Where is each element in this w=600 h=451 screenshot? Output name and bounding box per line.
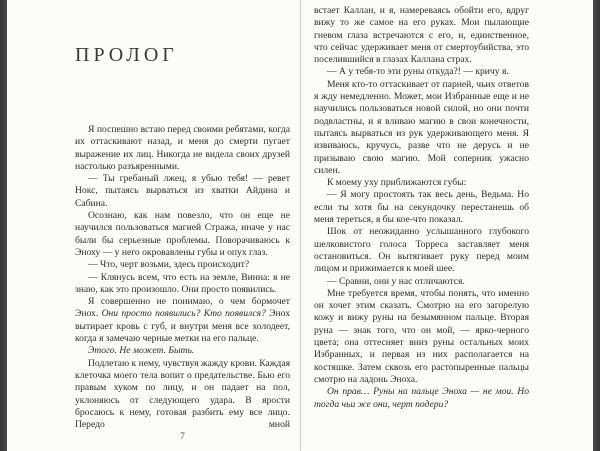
page-spine-divider	[300, 0, 301, 451]
paragraph-dialogue: — А у тебя-то эти руны откуда?! — кричу я.	[327, 66, 509, 78]
paragraph	[75, 296, 290, 345]
left-page-text-column	[75, 124, 290, 431]
paragraph-dialogue: — Что, черт возьми, здесь происходит?	[88, 259, 250, 271]
paragraph-continuation: встает Каллан, и я, намереваясь обойти его, вдруг вижу то же самое на его руках. Мои пылающие гневом глаза встречаются с его, и, единственное, что сейчас удерживает меня от смертоубийства, это поселившийся в глазах Каллана страх.	[314, 5, 529, 66]
paragraph-dialogue: — Я могу простоять так весь день, Ведьма. Но если ты хотя бы на секундочку перестанешь об меня тереться, я бы кое-что показал.	[314, 189, 529, 226]
paragraph-emphasis: Он прав… Руны на пальце Эноха — не мои. Но тогда чьи же они, черт подери?	[314, 386, 529, 410]
paragraph-dialogue: — Клянусь всем, что есть на земле, Винна: я не знаю, как это произошло. Они просто появились.	[75, 271, 290, 295]
paragraph: Меня кто-то оттаскивает от парней, чьих ответов я жду немедленно. Может, мои Избранные еще и не научились пользоваться новой силой, но они почти подвластны, и я вливаю магию в свои конечности, пытаясь вырваться из рук удерживающего меня. Я извиваюсь, кручусь, разве что не дерусь и не призываю свою магию. Мой соперник ужасно силен.	[314, 78, 529, 176]
screen-edge-left	[0, 0, 7, 451]
paragraph: Мне требуется время, чтобы понять, что именно он хочет этим сказать. Смотрю на его загорелую кожу и вижу руны на безымянном пальце. Вторая руна — знак того, что он мой, — ярко-черного цвета; она оттесняет вниз руны остальных моих Избранных, и первая из них располагается на костяшке. Затем сквозь его растопыренные пальцы смотрю на ладонь Эноха.	[314, 287, 529, 385]
paragraph-emphasis: Этого. Не может. Быть.	[88, 345, 195, 357]
right-page[interactable]	[301, 0, 593, 451]
chapter-title: ПРОЛОГ	[75, 44, 178, 66]
right-page-text-column	[314, 5, 529, 411]
paragraph: К моему уху приближаются губы:	[327, 177, 467, 189]
text-segment: Я совершенно не понимаю, о чем бормочет Энох.	[75, 296, 290, 320]
left-page[interactable]	[7, 0, 300, 451]
screen-edge-right	[593, 0, 600, 451]
paragraph: Осознаю, как нам повезло, что он еще не научился пользоваться магией Стража, иначе у нас были бы серьезные проблемы. Поворачиваюсь к Эноху — у него окровавлены губы и опух глаз.	[75, 210, 290, 258]
text-segment: Энох вытирает кровь с губ, и внутри меня все холодеет, когда я замечаю черные метки на его пальце.	[75, 308, 290, 345]
paragraph-dialogue: — Сравни, они у нас отличаются.	[327, 275, 465, 287]
paragraph: Шок от неожиданно услышанного глубокого шелковистого голоса Торреса заставляет меня остановиться. Он вытягивает руку перед моим лицом и прижимается к моей шее.	[314, 226, 529, 275]
paragraph: Подлетаю к нему, чувствуя жажду крови. Каждая клеточка моего тела вопит о предательстве. Бью его правым хуком по лицу, и он падает на пол, уклоняюсь от следующего удара. В ярости бросаюсь к нему, готовая разбить ему все лицо. Передо мной	[75, 357, 290, 431]
paragraph-dialogue: — Ты гребаный лжец, я убью тебя! — ревет Нокс, пытаясь вырваться из хватки Айдина и Сабина.	[75, 173, 290, 209]
page-number: 7	[180, 432, 185, 442]
text-segment-italic: Они просто появились? Кто появился?	[101, 308, 266, 320]
paragraph: Я поспешно встаю перед своими ребятами, когда их оттаскивают назад, и меня до смерти пугает выражение их лиц. Никогда не видела своих друзей настолько разъяренными.	[75, 124, 290, 172]
